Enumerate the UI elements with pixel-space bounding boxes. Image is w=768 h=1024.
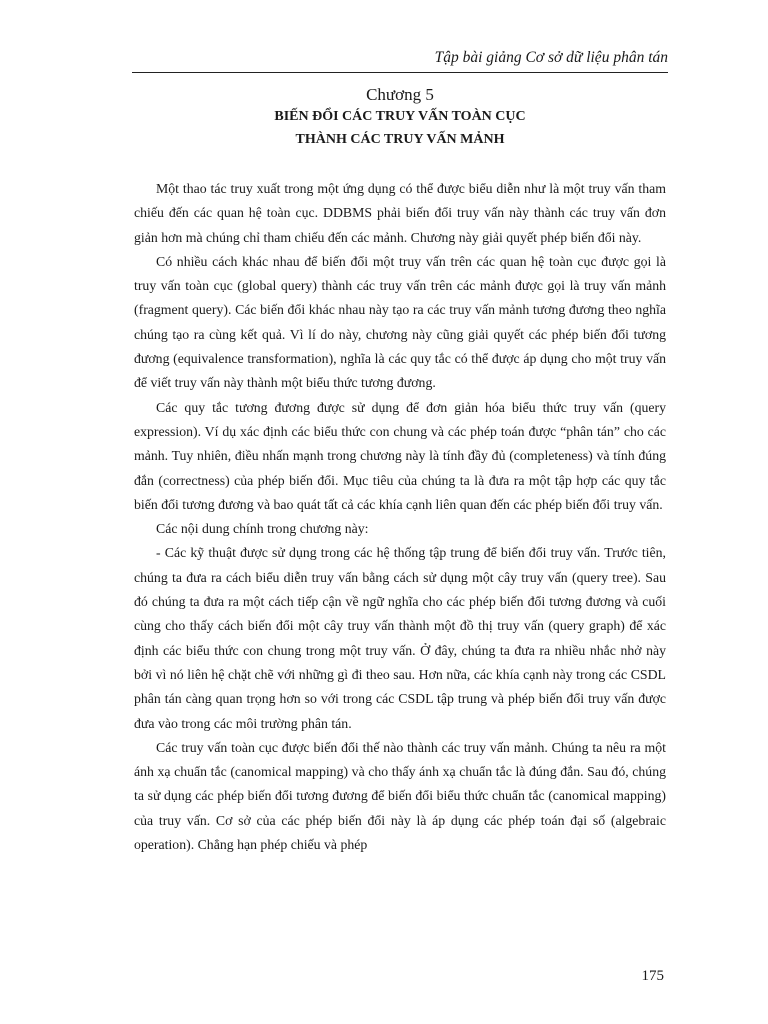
header-rule xyxy=(132,72,668,73)
paragraph-intro: Một thao tác truy xuất trong một ứng dụng có thể được biểu diễn như là một truy vấn tham chiếu đến các quan hệ toàn cục. DDBMS phải biến đổi truy vấn này thành các truy vấn đơn giản hơn mà chúng chỉ tham chiếu đến các mảnh. Chương này giải quyết phép biến đổi này. xyxy=(134,181,666,245)
paragraph-transformations: Có nhiều cách khác nhau để biến đổi một truy vấn trên các quan hệ toàn cục được gọi là truy vấn toàn cục (global query) thành các truy vấn trên các mảnh được gọi là truy vấn mảnh (fragment query). Các biến đổi khác nhau này tạo ra các truy vấn mảnh tương đương theo nghĩa chúng tạo ra cùng kết quả. Vì lí do này, chương này cũng giải quyết các phép biến đổi tương đương (equivalence transformation), nghĩa là các quy tắc có thể được áp dụng cho một truy vấn để viết truy vấn này thành một biểu thức tương đương. xyxy=(134,253,666,391)
body-text xyxy=(134,177,666,857)
chapter-number: Chương 5 xyxy=(366,85,434,104)
page-number: 175 xyxy=(641,968,664,984)
running-header: Tập bài giảng Cơ sở dữ liệu phân tán xyxy=(434,49,668,66)
chapter-title-line-2: THÀNH CÁC TRUY VẤN MẢNH xyxy=(295,132,505,147)
paragraph-global-to-fragment: Các truy vấn toàn cục được biến đổi thế nào thành các truy vấn mảnh. Chúng ta nêu ra một ánh xạ chuẩn tắc (canomical mapping) và cho thấy ánh xạ chuẩn tắc là đúng đắn. Sau đó, chúng ta sử dụng các phép biến đổi tương đương để biến đổi biểu thức chuẩn tắc (canomical mapping) của truy vấn. Cơ sở của các phép biến đổi này là áp dụng các phép toán đại số (algebraic operation). Chẳng hạn phép chiếu và phép xyxy=(134,739,666,853)
paragraph-centralized-techniques: - Các kỹ thuật được sử dụng trong các hệ thống tập trung để biến đổi truy vấn. Trước tiên, chúng ta đưa ra cách biểu diễn truy vấn bằng cách sử dụng một cây truy vấn (query tree). Sau đó chúng ta đưa ra một cách tiếp cận về ngữ nghĩa cho các phép biến đổi tương đương và cuối cùng cho thấy cách biến đổi một cây truy vấn thành một đồ thị truy vấn (query graph) để xác định các biểu thức con chung trong một truy vấn. Ở đây, chúng ta đưa ra nhiều nhắc nhở này bởi vì nó liên hệ chặt chẽ với những gì đi theo sau. Hơn nữa, các khía cạnh này trong các CSDL phân tán càng quan trọng hơn so với trong các CSDL tập trung và phép biến đổi truy vấn được đưa vào trong các môi trường phân tán. xyxy=(134,545,666,731)
chapter-title-line-1: BIẾN ĐỔI CÁC TRUY VẤN TOÀN CỤC xyxy=(274,109,526,124)
paragraph-equivalence-rules: Các quy tắc tương đương được sử dụng để đơn giản hóa biểu thức truy vấn (query expression). Ví dụ xác định các biểu thức con chung và các phép toán được “phân tán” cho các mảnh. Tuy nhiên, điều nhấn mạnh trong chương này là tính đầy đủ (completeness) và tính đúng đắn (correctness) của phép biến đổi. Mục tiêu của chúng ta là đưa ra một tập hợp các quy tắc biến đổi tương đương và bao quát tất cả các khía cạnh liên quan đến các phép biến đổi truy vấn. xyxy=(134,399,666,512)
paragraph-contents-heading: Các nội dung chính trong chương này: xyxy=(156,521,369,537)
